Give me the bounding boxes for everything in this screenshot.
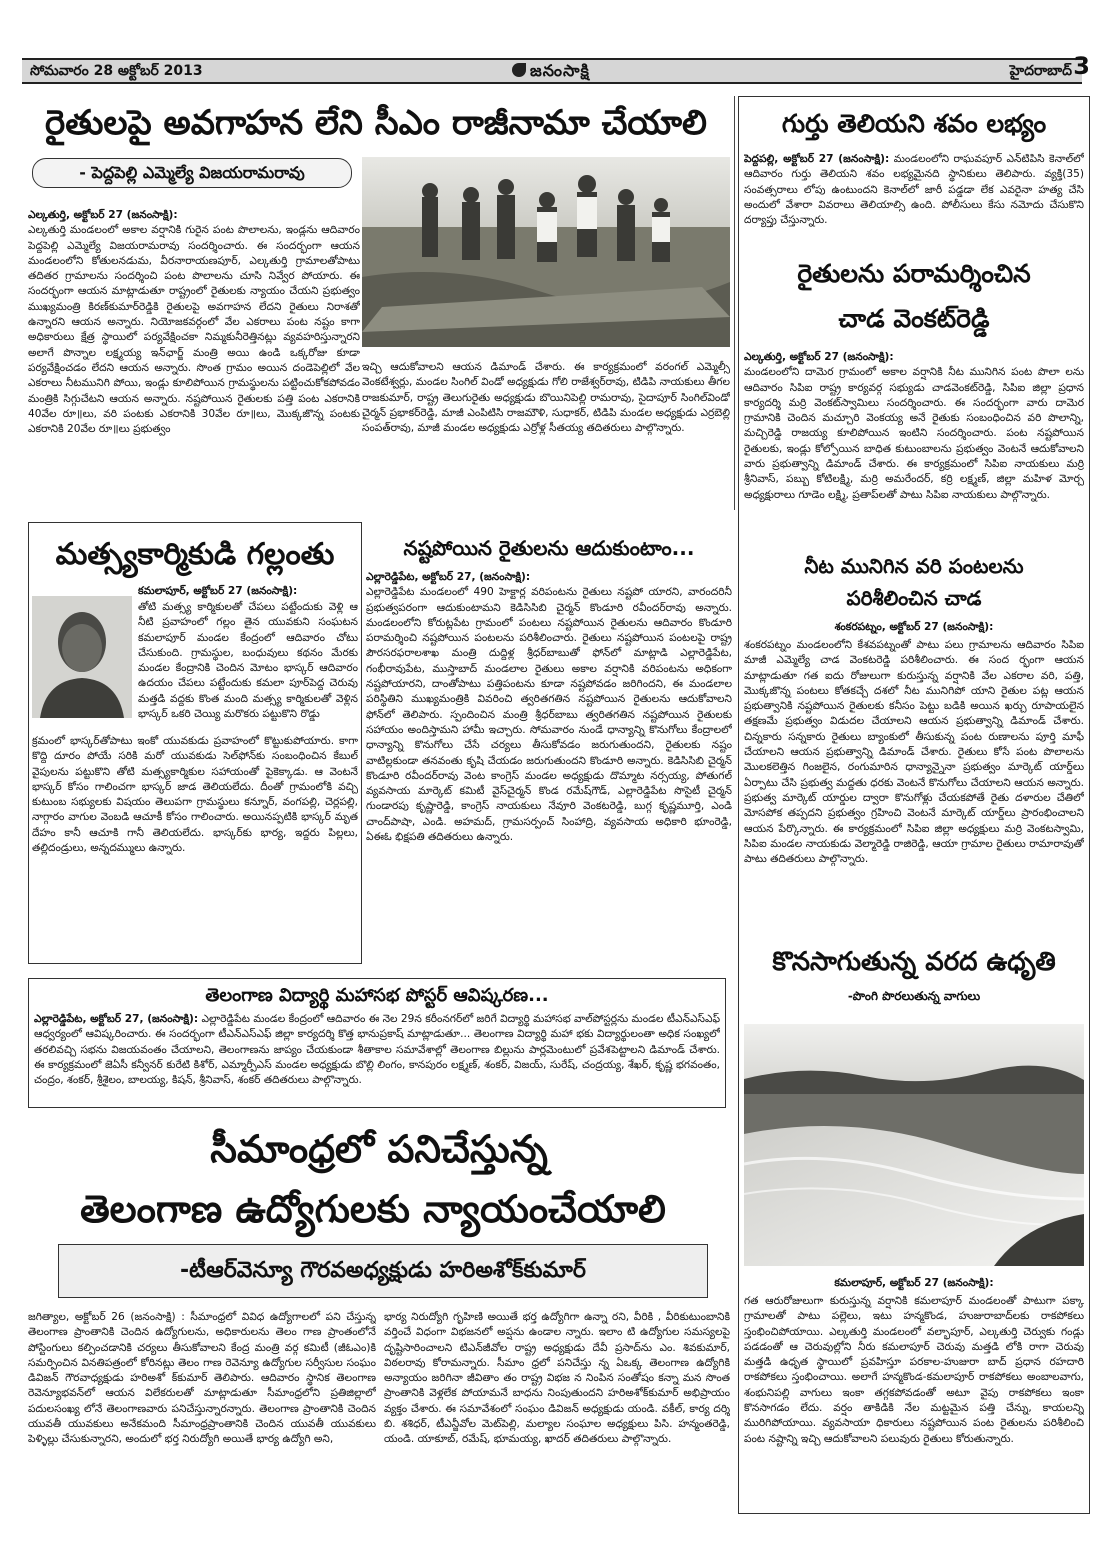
farmers-field-photo <box>362 157 730 347</box>
side3-dateline: శంకరపట్నం, అక్టోబర్ 27 (జనంసాక్షి): <box>834 621 994 633</box>
flood-photo <box>744 1024 1084 1266</box>
side4-headline: కొనసాగుతున్న వరద ఉధృతి <box>772 947 1056 977</box>
bird-logo-icon <box>512 63 526 77</box>
side1-body: మండలంలోని రాఘవపూర్ ఎన్‌టిపిసి కెనాల్‌లో ఆదివారం గుర్తు తెలియని శవం లభ్యమైనది స్థానికులు తెలిపారు. వ్యక్తి(35) సంవత్సరాలు లోపు ఉంటుందని కెనాల్‌లో జారీ పడ్డడా లేక ఎవరైనా హత్య చేసి అందులో వేశారా వివరాలు తెలియాల్సి ఉంది. పోలీసులు కేసు నమోదు చేసుకొని దర్యాప్తు చేస్తున్నారు. <box>744 153 1084 227</box>
side2-column <box>744 350 1084 546</box>
side4-column <box>744 1294 1084 1510</box>
article5-right-column <box>384 1310 730 1506</box>
side2-body: మండలంలోని దామెర గ్రామంలో అకాల వర్షానికి నీట మునిగిన పంట పొలా లను ఆదివారం సిపిఐ రాష్ట్ర కార్యవర్గ సభ్యుడు చాడవెంకట్‌రెడ్డి, సిపిఐ జిల్లా ప్రధాన కార్యదర్శి మర్రి వెంకట్‌స్వామిలు సందర్శించారు. ఈ సందర్భంగా వారు దామెర గ్రామానికి చెందిన మచ్చూరి వెంకయ్య అనే రైతుకు సంబంధించిన వరి పొలాన్ని, మచ్చిరెడ్డి రాజయ్య కూలిపోయిన ఇంటిని సందర్శించారు. పంట నష్టపోయిన రైతులకు, ఇండ్లు కోల్పోయిన బాధిత కుటుంబాలను ప్రభుత్వం వెంటనే ఆదుకోవాలని వారు ప్రభుత్వాన్ని డిమాండ్ చేశారు. ఈ కార్యక్రమంలో సిపిఐ నాయకులు మర్రి శ్రీనివాస్, పబ్బు కోటిలక్ష్మి, మర్రి అమరేందర్, కర్రి లక్ష్మణ్, జిల్లా మహిళ మోర్చ అధ్యక్షురాలు గూడెం లక్ష్మి, ప్రతాప్‌లతో పాటు సిపిఐ నాయకులు పాల్గొన్నారు. <box>744 366 1084 501</box>
article4-dateline: ఎల్లారెడ్డిపేట, అక్టోబర్ 27, (జనంసాక్షి): <box>34 1013 199 1025</box>
edition-city: హైదరాబాద్ <box>1009 63 1072 79</box>
side3-headline-line2: పరిశీలించిన చాడ <box>846 586 982 610</box>
side4-dateline-box <box>744 1276 1084 1292</box>
article5-body-left: జగిత్యాల, అక్టోబర్ 26 (జనంసాక్షి) : సీమాంధ్రలో వివిధ ఉద్యోగాలలో పని చేస్తున్న తెలంగాణ ప్రాంతానికి చెందిన ఉద్యోగులను, అధికారులను తెలం గాణ ప్రాంతంలోనే పోస్టింగులు కల్పించడానికి చర్యలు తీసుకోవాలని కేంద్ర మంత్రి వర్గ కమిటీ (జీఓఎం)కి సమర్పించిన వినతిపత్రంలో కోరినట్లు తెలం గాణ రెవెన్యూ ఉద్యోగుల సర్వీసుల సంఘం డివిజన్ గౌరవాధ్యక్షుడు హరిఅశో క్‌కుమార్ తెలిపారు. ఆదివారం స్థానిక తెలంగాణ రెవెన్యూభవన్‌లో ఆయన విలేకరులతో మాట్లాడుతూ సీమాంధ్రలోని ప్రతిజిల్లాలో పదులసంఖ్య లోనే తెలంగాణవారు పనిచేస్తున్నారన్నారు. తెలంగాణ ప్రాంతానికి చెందిన యువతీ యువకులు అనేకమంది సీమాంధ్రప్రాంతానికి చెందిన యువతీ యువకులు పెళ్ళిల్లు చేసుకున్నారని, అందులో భర్త నిరుద్యోగి అయితే భార్య ఉద్యోగి అని, <box>28 1311 376 1446</box>
article4-headline: తెలంగాణ విద్యార్థి మహాసభ పోస్టర్ ఆవిష్కరణ... <box>205 985 549 1006</box>
side3-column <box>744 638 1084 938</box>
article1-photo <box>362 157 730 347</box>
article3-body: ఎల్లారెడ్డిపేట మండలంలో 490 హెక్టార్ల వరిపంటను రైతులు నష్టపో యారని, వారందరినీ ప్రభుత్వపరంగా ఆదుకుంటామని కెడిసిసిబి చైర్మన్ కొండూరి రవీందర్‌రావు అన్నారు. మండలంలోని కోరుట్లపేట గ్రామంలో పంటలు నష్టపోయిన రైతులను ఆదివారం కొండూరి పరామర్శించి నష్టపోయిన పంటలను పరిశీలించారు. రైతులు నష్టపోయిన పంటలపై రాష్ట్ర పౌరసరఫరాలశాఖ మంత్రి దుద్దిళ్ల శ్రీధర్‌బాబుతో ఫోన్‌లో మాట్లాడి ఎల్లారెడ్డిపేట, గంభీరావుపేట, ముస్తాబాద్ మండలాల రైతులు అకాల వర్షానికి వరిపంటను అధికంగా నష్టపోయారని, దాంతోపాటు పత్తిపంటను కూడా నష్టపోవడం జరిగిందని, ఈ మండలాల పరిస్థితిని ముఖ్యమంత్రికి వివరించి త్వరితగతిన నష్టపోయిన రైతులను ఆదుకోవాలని ఫోన్‌లో తెలిపారు. స్పందించిన మంత్రి శ్రీధర్‌బాబు త్వరితగతిన నష్టపోయిన రైతులకు సహాయం అందిస్తామని హామీ ఇచ్చారు. సోమవారం నుండే ధాన్యాన్ని కొనుగోలు కేంద్రాలలో ధాన్యాన్ని కొనుగోలు చేసే చర్యలు తీసుకోవడం జరుగుతుందని, రైతులకు నష్టం వాటిల్లకుండా తనవంతు కృషి చేయడం జరుగుతుందని కొండూరి అన్నారు. కెడిసిసిబి చైర్మన్ కొండూరి రవీందర్‌రావు వెంట కాంగ్రెస్ మండల అధ్యక్షుడు దొమ్మాట నర్సయ్య, పోతుగల్ వ్యవసాయ మార్కెట్ కమిటీ వైస్‌చైర్మన్ కొండ రమేష్‌గౌడ్, ఎల్లారెడ్డిపేట సొసైటీ చైర్మన్ గుండారపు కృష్ణారెడ్డి, కాంగ్రెస్ నాయకులు నేవూరి వెంకటరెడ్డి, బుగ్గ కృష్ణమూర్తి, ఎండి చాంద్‌పాషా, ఎండి. అహమద్, గ్రామసర్పంచ్ సింహాద్రి, వ్యవసాయ అధికారి భూంరెడ్డి, ఏఈఓ భిక్షపతి తదితరులు ఉన్నారు. <box>366 586 732 844</box>
article1-dateline: ఎల్కతుర్తి, అక్టోబర్ 27 (జనంసాక్షి): <box>28 209 178 221</box>
article2-dateline: కమలాపూర్, అక్టోబర్ 27 (జనంసాక్షి): <box>138 585 298 597</box>
issue-date: సోమవారం 28 అక్టోబర్ 2013 <box>30 63 203 79</box>
newspaper-logo <box>512 61 590 84</box>
side3-body: శంకరపట్నం మండలంలోని కేశవపట్నంతో పాటు పలు గ్రామాలను ఆదివారం సిపిఐ మాజీ ఎమ్మెల్యే చాడ వెంకటరెడ్డి పరిశీలించారు. ఈ సంద ర్భంగా ఆయన మాట్లాడుతూ గత ఐదు రోజులుగా కురుస్తున్న వర్షానికి వేల ఎకరాల వరి, పత్తి, మొక్కజొన్న పంటలు కోతకచ్చే దశలో నీట మునిగిపో యాని రైతుల పట్ల ఆయన ప్రభుత్వానికి నష్టపోయిన రైతులకు కనీసం పెట్టు బడికి అయిన ఖర్చు రూపాయలైన తక్షణమే ప్రభుత్వం విడుదల చేయాలని ఆయన ప్రభుత్వాన్ని డిమాండ్ చేశారు. చిన్నకారు సన్నకారు రైతులు బ్యాంకులో తీసుకున్న పంట రుణాలను పూర్తి మాఫీ చేయాలని ఆయన ప్రభుత్వాన్ని డిమాండ్ చేశారు. రైతులు కోసే పంట పొలాలను మొలకలెత్తిన గింజలైన, రంగుమారిన ధాన్యాన్నైనా ప్రభుత్వం మార్కెట్ యార్డ్‌లు ఏర్పాటు చేసి ప్రభుత్వ మద్దతు ధరకు వెంటనే కొనుగోలు చేయాలని ఆయన అన్నారు. ప్రభుత్వ మార్కెట్ యార్డుల ద్వారా కొనుగోళ్లు చేయకపోతే రైతు దళారుల చేతిలో మోసపోక తప్పదని ప్రభుత్వం గ్రహించి వెంటనే మార్కెట్ యార్డ్‌లు ప్రారంభించాలని ఆయన పేర్కొన్నారు. ఈ కార్యక్రమంలో సిపిఐ జిల్లా అధ్యక్షులు మర్రి వెంకటస్వామి, సిపిఐ మండల నాయకుడు వెల్మారెడ్డి రాజిరెడ్డి, ఆయా గ్రామాల రైతులు రామారావుతో పాటు తదితరులు పాల్గొన్నారు. <box>744 639 1084 866</box>
side2-headline-line1: రైతులను పరామర్శించిన <box>797 259 1031 288</box>
side1-dateline: పెద్దపల్లి, అక్టోబర్ 27 (జనంసాక్షి): <box>744 153 890 165</box>
side2-dateline: ఎల్కతుర్తి, అక్టోబర్ 27 (జనంసాక్షి): <box>744 351 894 363</box>
side4-photo <box>744 1024 1084 1266</box>
side3-headline-line1: నీట మునిగిన వరి పంటలను <box>804 554 1024 578</box>
side2-headline-line2: చాడ వెంకట్‌రెడ్డి <box>838 304 990 333</box>
article1-subhead: - పెద్దపెల్లి ఎమ్మెల్యే విజయరామరావు <box>32 158 352 188</box>
page-number: 3 <box>1073 52 1090 80</box>
article4-column <box>34 1012 720 1106</box>
article5-headline-line2: తెలంగాణ ఉద్యోగులకు న్యాయంచేయాలి <box>80 1187 666 1231</box>
article2-body-side: తోటి మత్స్య కార్మికులతో చేపలు పట్టేందుకు వెళ్లి ఆ నీటి ప్రవాహంలో గల్లం తైన యువకుని సంఘటన కమలాపూర్ మండల కేంద్రంలో ఆదివారం చోటు చేసుకుంది. గ్రామస్థుల, బంధువులు కథనం మేరకు మండల కేంద్రానికి చెందిన మోటం భాస్కర్ ఆదివారం ఉదయం చేపలు పట్టేందుకు కమలా పూర్‌పెద్ద చెరువు మత్తడి వద్దకు కొంత మంది మత్స్య కార్మికులతో వెళ్లిన భాస్కర్ ఒకరి చెయ్యి మరొకరు పట్టుకొని రొడ్డు <box>138 601 358 721</box>
article5-left-column <box>28 1310 376 1506</box>
article1-right-column <box>362 360 730 510</box>
article1-body-left: ఎల్కతుర్తి మండలంలో అకాల వర్షానికి గురైన పంట పొలాలను, ఇండ్లను ఆదివారం పెద్దపెల్లి ఎమ్మెల్యే విజయరామరావు సందర్శించారు. ఈ సందర్భంగా ఆయన మండలంలోని కోతులనడుమ, వీరనారాయణపూర్, ఎల్కతుర్తి గ్రామాలతోపాటు తదితర గ్రామాలను సందర్శించి పంట పొలాలను చూసి నివ్వేర పోయారు. ఈ సందర్భంగా ఆయన మాట్లాడుతూ రాష్ట్రంలో రైతులకు న్యాయం చేయని ప్రభుత్వం ముఖ్యమంత్రి కిరణ్‌కుమార్‌రెడ్డికి రైతులపై అవగాహన లేదని రైతులు నిరాశతో ఉన్నారని ఆయన అన్నారు. నియోజకవర్గంలో వేల ఎకరాలు పంట నష్టం కాగా అధికారులు క్షేత్ర స్థాయిలో పర్యవేక్షించకా నిమ్మకునీరెత్తినట్లు వ్యవహరిస్తున్నారని అలాగే పొన్నాల లక్ష్మయ్య ఇన్‌ఛార్జ్ మంత్రి అయి ఉండి ఒక్కరోజు కూడా పర్యవేక్షించడం లేదని ఆయన అన్నారు. సొంత గ్రామం అయిన దండెపెల్లిలో వేల ఎకరాలు నీటమునిగి పోయి, ఇండ్లు కూలిపోయిన గ్రామస్థులను పట్టించుకోకపోవడం మంత్రికి సిగ్గుచేటని ఆయన అన్నారు. నష్టపోయిన రైతులకు పత్తి పంట ఎకరానికి 40వేల రూ॥లు, వరి పంటకు ఎకరానికి 30వేల రూ॥లు, మొక్కజొన్న పంటకు ఎకరానికి 20వేల రూ॥లు ప్రభుత్వం <box>28 224 360 436</box>
article1-body-right: ఇచ్చి ఆదుకోవాలని ఆయన డిమాండ్ చేశారు. ఈ కార్యక్రమంలో వరంగల్ ఎమ్మెల్సీ వెంకటేశ్వర్లు, మండల సింగిల్ విండో అధ్యక్షుడు గోలి రాజేశ్వర్‌రావు, టిడిపి నాయకులు తీగల రాజకుమార్, రాష్ట్ర తెలుగురైతు అధ్యక్షుడు బొయినిపెల్లి రామరావు, సైదాపూర్ సింగిల్‌విండో చైర్మన్ ప్రభాకర్‌రెడ్డి, మాజీ ఎంపిటిసి రాజమౌళి, సుధాకర్, టిడిపి మండల అధ్యక్షుడు ఎర్రబెల్లి సంపత్‌రావు, మాజీ మండల అధ్యక్షుడు ఎర్రోళ్ల సీతయ్య తదితరులు పాల్గొన్నారు. <box>362 361 730 435</box>
logo-text: జనంసాక్షి <box>530 61 590 80</box>
article2-side-column <box>138 600 358 734</box>
article3-headline: నష్టపోయిన రైతులను ఆదుకుంటాం... <box>403 536 695 560</box>
masthead-bar <box>22 58 1082 84</box>
article3-column <box>366 570 732 966</box>
article3-dateline: ఎల్లారెడ్డిపేట, అక్టోబర్ 27, (జనంసాక్షి): <box>366 571 531 583</box>
article4-body: ఎల్లారెడ్డిపేట మండల కేంద్రంలో ఆదివారం ఈ నెల 29న కరీంనగర్‌లో జరిగే విద్యార్థి మహాసభ వాల్‌పోస్టర్లను మండల టీఎన్‌ఎస్‌ఎఫ్ ఆధ్వర్యంలో ఆవిష్కరించారు. ఈ సందర్భంగా టీఎన్‌ఎస్‌ఎఫ్ జిల్లా కార్యదర్శి కొత్త భానుప్రకాష్ మాట్లాడుతూ... తెలంగాణ విద్యార్థి మహా భకు విద్యార్థులంతా అధిక సంఖ్యలో తరలివచ్చి సభను విజయవంతం చేయాలని, తెలంగాణను జాప్యం చేయకుండా శీతాకాల సమావేశాల్లో తెలంగాణ బిల్లును పార్లమెంటులో ప్రవేశపెట్టాలని డిమాండ్ చేశారు. ఈ కార్యక్రమంలో జెఏసీ కన్వీనర్ కురేటి కిశోర్, ఎమ్మార్పీఎస్ మండల అధ్యక్షుడు బొల్లి లింగం, కానపురం లక్ష్మణ్, శంకర్, విజయ్, సురేష్, చంద్రయ్య, శేఖర్, కృష్ణ భగవంతం, చంద్రం, శంకర్, శ్రీశైలం, బాలయ్య, కిషన్, శ్రీనివాస్, శంకర్ తదితరులు పాల్గొన్నారు. <box>34 1013 720 1087</box>
article5-body-right: భార్య నిరుద్యోగి గృహిణి అయితే భర్త ఉద్యోగిగా ఉన్నా రని, వీరికి , వీరికుటుంబానికి వర్తించే విధంగా విభజనలో అప్షను ఉండాల న్నారు. ఇలాం టి ఉద్యోగుల సమస్యలపై దృష్టిసారించాలని టిఎన్‌జీవోల రాష్ట్ర అధ్యక్షుడు దేవీ ప్రసాద్‌ను ఎం. శివకుమార్, విఠలరావు కోరామన్నారు. సీమాం ధ్రలో పనిచేస్తు న్న ఏఒక్క తెలంగాణ ఉద్యోగికి అన్యాయం జరిగినా జీవితాం తం రాష్ట్ర విభజ న నింపిన సంతోషం కన్నా మన సొంత ప్రాంతానికి వెళ్లలేక పోయామనే బాధను నింపుతుందని హరిఅశోక్‌కుమార్ అభిప్రాయం వ్యక్తం చేశారు. ఈ సమావేశంలో సంఘం డివిజన్ అధ్యక్షుడు యండి. వకీల్, కార్య దర్శి బి. శశిధర్, టీఎన్జీవోల మెట్‌పెల్లి, మల్యాల సంఘాల అధ్యక్షులు పిసి. హన్మంతరెడ్డి, యండి. యాకూబ్, రమేష్, భూమయ్య, ఖాదర్ తదితరులు పాల్గొన్నారు. <box>384 1311 730 1446</box>
article2-dateline-box <box>138 584 358 600</box>
side1-headline: గుర్తు తెలియని శవం లభ్యం <box>781 109 1047 138</box>
article2-headline: మత్స్యకార్మికుడి గల్లంతు <box>55 537 335 572</box>
article2-portrait <box>32 596 132 718</box>
side4-subhead: -పొంగి పొరలుతున్న వాగులు <box>847 989 981 1003</box>
side3-dateline-box <box>744 620 1084 636</box>
article5-headline-line1: సీమాంధ్రలో పనిచేస్తున్న <box>210 1127 548 1171</box>
article1-left-column <box>28 208 360 510</box>
article5-subhead: -టీఆర్‌వెన్యూ గౌరవఅధ్యక్షుడు హరిఅశోక్‌కుమార్ <box>180 1258 586 1283</box>
side4-body: గత ఆరురోజులుగా కురుస్తున్న వర్షానికి కమలాపూర్ మండలంతో పాటుగా పక్కా గ్రామాలతో పాటు పల్లెలు, ఇటు హన్మకొండ, హుజురాబాద్‌లకు రాకపోకలు స్తంభించిపోయాయి. ఎల్కతుర్తి మండలంలో వల్భాపూర్, ఎల్కతుర్తి చెర్వుకు గండ్లు పడడంతో ఆ చెరువుల్లోని నీరు కమలాపూర్ చెరువు మత్తడి లోకి రాగా చెరువు మత్తడి ఉధృత స్థాయిలో ప్రవహిస్తూ పరకాల-హుజురా బాద్ ప్రధాన రహదారి రాకపోకలు స్తంభించాయి. అలాగే హన్మకొండ-కమలాపూర్ రాకపోకలు అంబాలవాగు, శంభునిపల్లి వాగులు ఇంకా తగ్గకపోవడంతో అటూ వైపు రాకపోకలు ఇంకా కొనసాగడం లేదు. వర్షం తాకిడికి నేల మట్టమైన పత్తి చేన్ను, కాయలన్ని మురిగిపోయాయి. వ్యవసాయా ధికారులు నష్టపోయిన పంట రైతులను పరిశీలించి పంట నష్టాన్ని ఇచ్చి ఆదుకోవాలని పలువురు రైతులు కోరుతున్నారు. <box>744 1295 1084 1445</box>
article2-body-full: క్రమంలో భాస్కర్‌తోపాటు ఇంకో యువకుడు ప్రవాహంలో కొట్టుకుపోయారు. కాగా కొద్ది దూరం పోయే సరికి మరో యువకుడు సెల్‌ఫోన్‌కు సంబంధించిన కేబుల్ వైపులను పట్టుకొని తోటి మత్స్యకార్మికుల సహాయంతో పైకెక్కాడు. ఆ వెంటనే భాస్కర్ కోసం గాలించగా భాస్కర్ జాడ తెలియలేదు. దీంతో గ్రామంలోకి వచ్చి కుటుంబ సభ్యులకు విషయం తెలుపగా గ్రామస్థులు కన్నూర్, వంగపల్లి, చెర్లపల్లి, నాగ్గారం వాగుల వెంబడి ఆచూకీ కోసం గాలించారు. అయినప్పటికి భాస్కర్ మృత దేహం కానీ ఆచూకి గానీ తెలియలేదు. భాస్కర్‌కు భార్య, ఇద్దరు పిల్లలు, తల్లిదండ్రులు, అన్నదమ్ములు ఉన్నారు. <box>32 735 358 855</box>
side4-dateline: కమలాపూర్, అక్టోబర్ 27 (జనంసాక్షి): <box>834 1277 994 1289</box>
article2-full-column <box>32 734 358 962</box>
column-divider <box>734 96 735 510</box>
article1-headline: రైతులపై అవగాహన లేని సీఎం రాజీనామా చేయాలి <box>45 103 707 143</box>
portrait-photo <box>32 596 132 718</box>
side1-column <box>744 152 1084 246</box>
